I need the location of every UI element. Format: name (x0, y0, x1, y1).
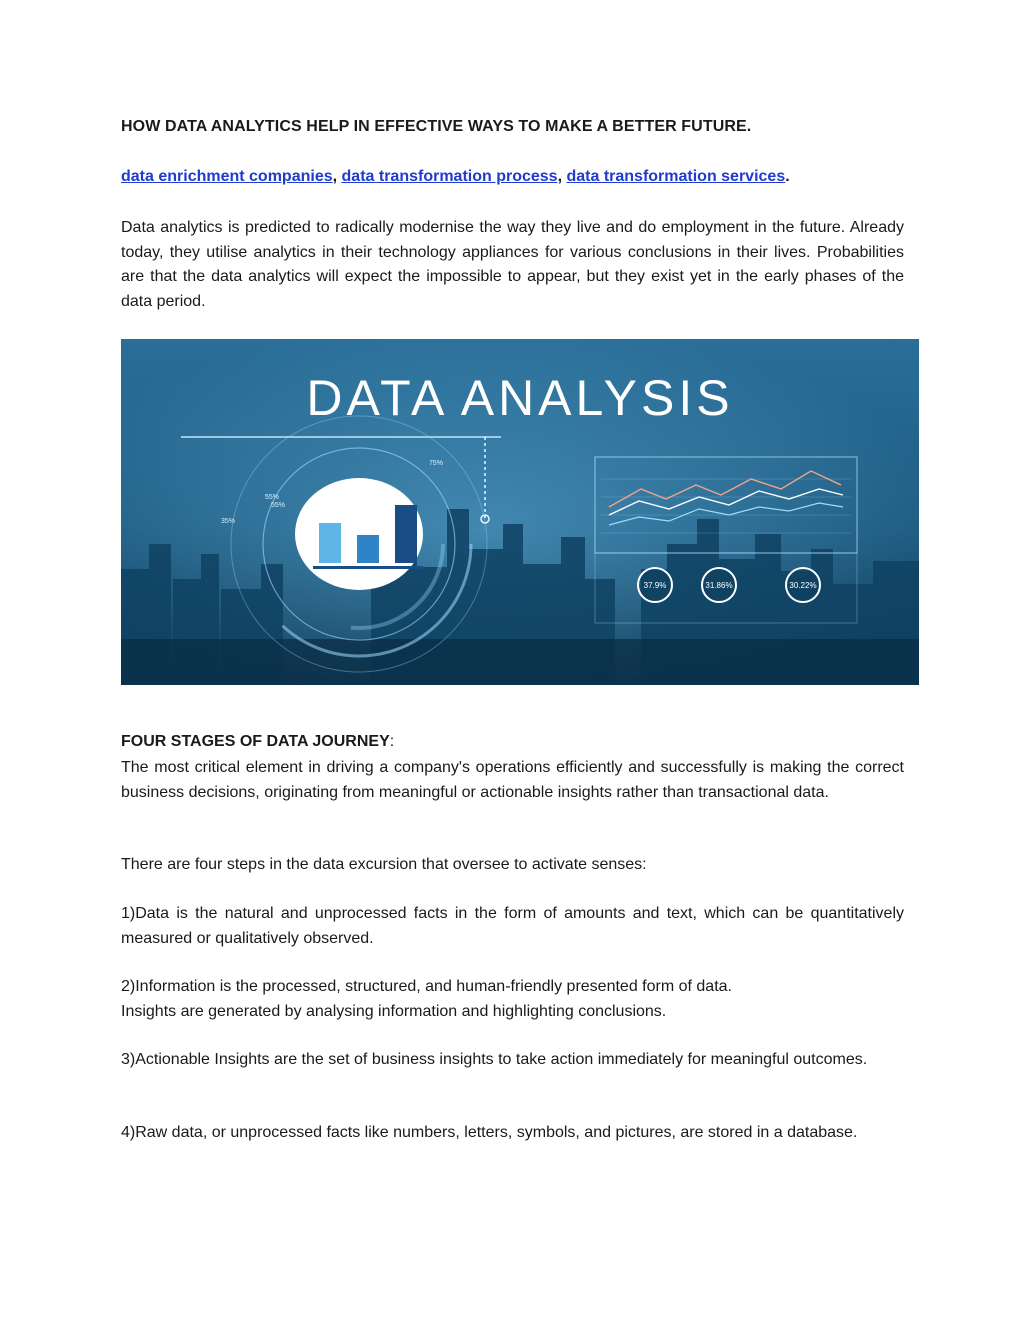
step-2-line-2: Insights are generated by analysing information and highlighting conclusions. (121, 1003, 667, 1020)
link-data-enrichment-companies[interactable]: data enrichment companies (121, 168, 333, 185)
chart-bar-2 (357, 535, 379, 563)
steps-intro-paragraph: There are four steps in the data excursion that oversee to activate senses: (121, 856, 647, 873)
link-data-transformation-process[interactable]: data transformation process (341, 168, 558, 185)
circle-stat-1: 37.9% (643, 581, 667, 590)
step-1-paragraph: 1)Data is the natural and unprocessed facts in the form of amounts and text, which can be quantitatively measured or qualitatively observed. (121, 905, 904, 947)
section-heading-text: FOUR STAGES OF DATA JOURNEY (121, 733, 390, 750)
section-heading-suffix: : (389, 733, 395, 750)
percent-label-4: 35% (221, 518, 236, 525)
section-heading (121, 733, 394, 751)
link-separator: , (332, 168, 342, 185)
hero-heading: DATA ANALYSIS (306, 370, 734, 426)
percent-label-1: 75% (429, 460, 444, 467)
circle-stats (638, 568, 820, 602)
data-analysis-hero-image (121, 339, 919, 685)
skyline-fade (121, 639, 919, 685)
article-title: HOW DATA ANALYTICS HELP IN EFFECTIVE WAYS TO MAKE A BETTER FUTURE. (121, 118, 752, 135)
percent-label-3: 55% (271, 502, 286, 509)
section-intro-paragraph: The most critical element in driving a company's operations efficiently and successfully is making the correct business decisions, originating from meaningful or actionable insights rather than transactional data. (121, 759, 904, 801)
keyword-links (121, 168, 790, 186)
chart-bar-1 (319, 523, 341, 563)
link-terminator: . (785, 168, 790, 185)
chart-baseline (313, 566, 423, 569)
step-4-paragraph: 4)Raw data, or unprocessed facts like numbers, letters, symbols, and pictures, are stored in a database. (121, 1124, 858, 1141)
percent-label-2: 55% (265, 494, 280, 501)
circle-stat-2: 31.86% (705, 581, 733, 590)
chart-bar-3 (395, 505, 417, 563)
intro-paragraph: Data analytics is predicted to radically modernise the way they live and do employment in the future. Already today, they utilise analytics in their technology appliances for various conclusions in their lives. Probabilities are that the data analytics will expect the impossible to appear, but they exist yet in the early phases of the data period. (121, 219, 904, 310)
circle-stat-3: 30.22% (789, 581, 817, 590)
step-2-line-1: 2)Information is the processed, structured, and human-friendly presented form of data. (121, 978, 732, 995)
step-3-paragraph: 3)Actionable Insights are the set of business insights to take action immediately for meaningful outcomes. (121, 1051, 868, 1068)
link-separator: , (557, 168, 567, 185)
link-data-transformation-services[interactable]: data transformation services (566, 168, 786, 185)
